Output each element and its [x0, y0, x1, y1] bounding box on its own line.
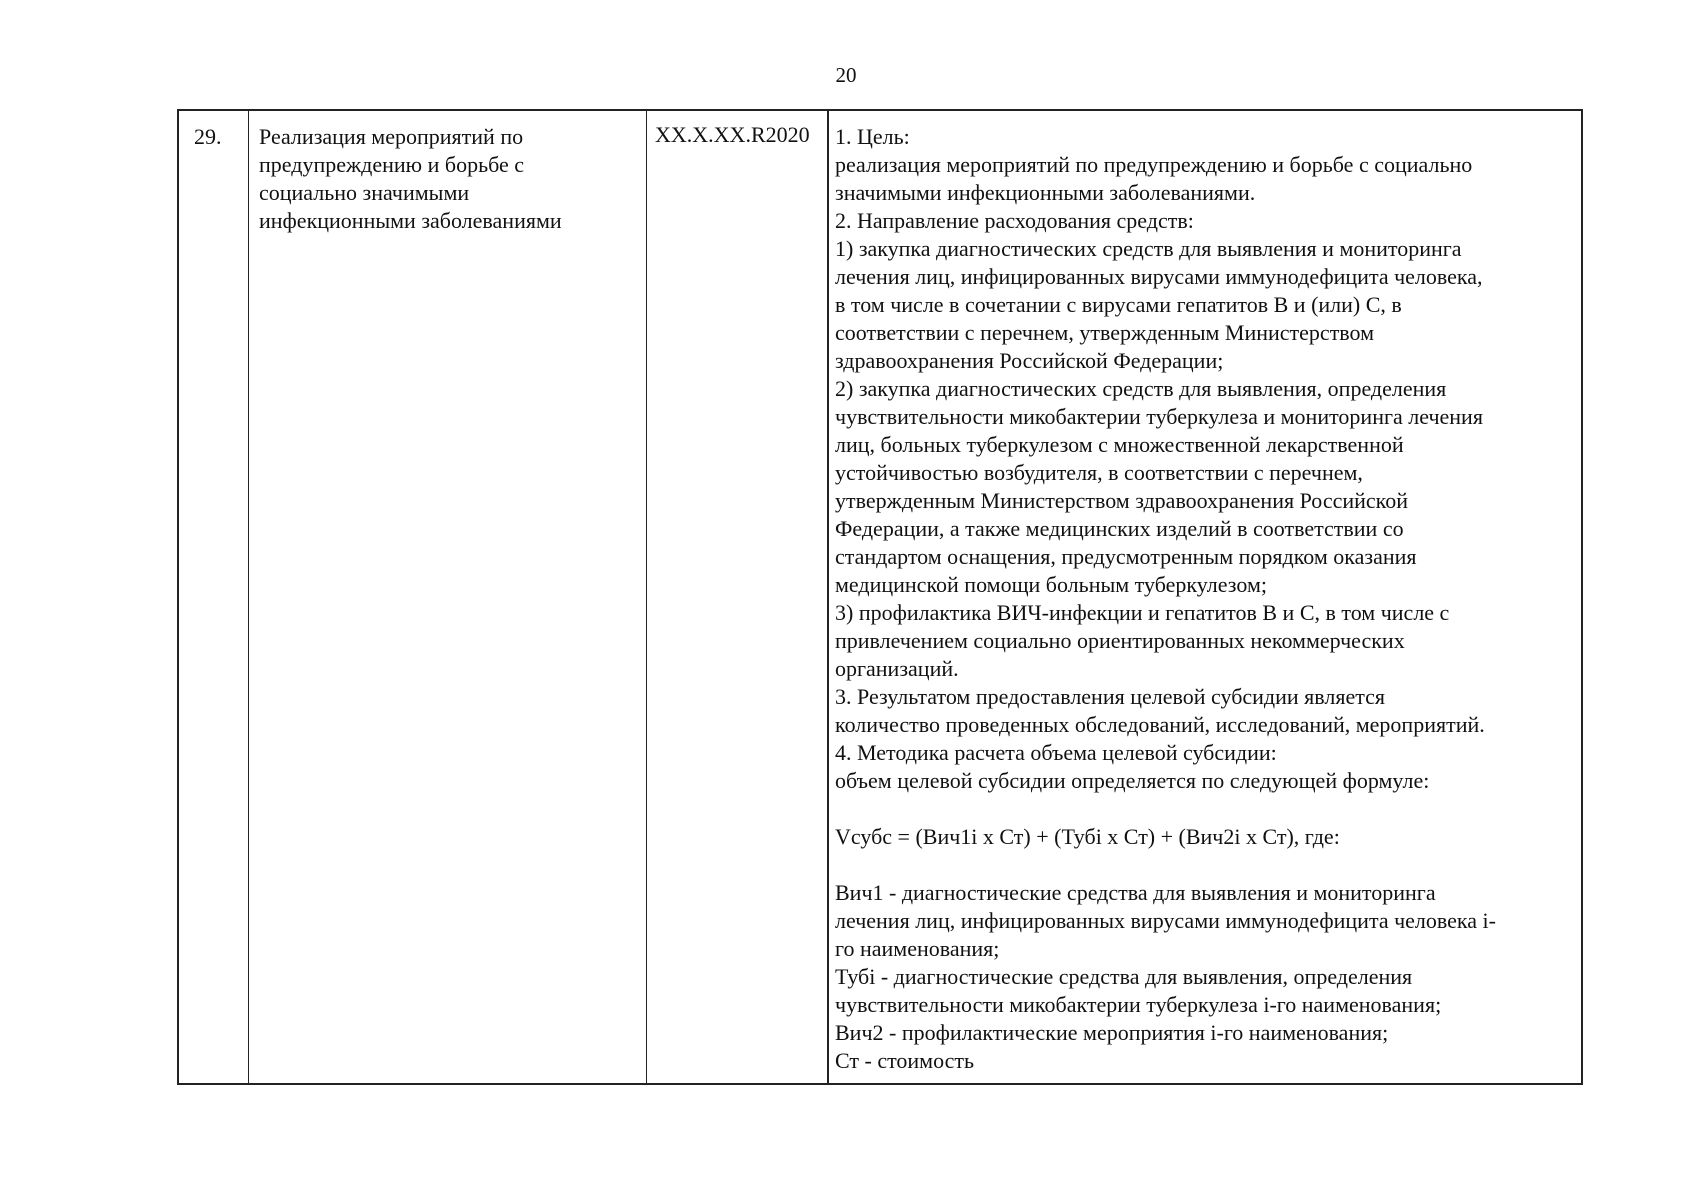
- text-line: количество проведенных обследований, исследований, мероприятий.: [835, 712, 1485, 737]
- subsidy-description-cell: [829, 111, 1581, 1083]
- text-line: стандартом оснащения, предусмотренным порядком оказания: [835, 544, 1417, 569]
- blank-line: [835, 795, 1496, 823]
- subsidy-code-cell: [647, 111, 829, 1083]
- text-line: инфекционными заболеваниями: [259, 208, 562, 233]
- text-line: медицинской помощи больным туберкулезом;: [835, 572, 1267, 597]
- text-line: Вич1 - диагностические средства для выявления и мониторинга: [835, 880, 1436, 905]
- text-line: соответствии с перечнем, утвержденным Министерством: [835, 320, 1375, 345]
- text-line: утвержденным Министерством здравоохранения Российской: [835, 488, 1409, 513]
- page-number: 20: [835, 63, 857, 87]
- text-line: реализация мероприятий по предупреждению и борьбе с социально: [835, 152, 1473, 177]
- subsidy-table: [177, 109, 1583, 1085]
- text-line: организаций.: [835, 656, 959, 681]
- subsidy-description: [835, 123, 1496, 1075]
- text-line: объем целевой субсидии определяется по следующей формуле:: [835, 768, 1430, 793]
- text-line: социально значимыми: [259, 180, 470, 205]
- text-line: 4. Методика расчета объема целевой субсидии:: [835, 740, 1277, 765]
- text-line: лиц, больных туберкулезом с множественной лекарственной: [835, 432, 1404, 457]
- text-line: 1) закупка диагностических средств для выявления и мониторинга: [835, 236, 1462, 261]
- subsidy-name-cell: [249, 111, 647, 1083]
- text-line: Тубi - диагностические средства для выявления, определения: [835, 964, 1413, 989]
- text-line: здравоохранения Российской Федерации;: [835, 348, 1224, 373]
- text-line: в том числе в сочетании с вирусами гепатитов В и (или) С, в: [835, 292, 1402, 317]
- text-line: лечения лиц, инфицированных вирусами иммунодефицита человека i-: [835, 908, 1496, 933]
- text-line: значимыми инфекционными заболеваниями.: [835, 180, 1256, 205]
- text-line: 2) закупка диагностических средств для выявления, определения: [835, 376, 1447, 401]
- text-line: 3. Результатом предоставления целевой субсидии является: [835, 684, 1386, 709]
- text-line: Вич2 - профилактические мероприятия i-го наименования;: [835, 1020, 1389, 1045]
- text-line: 3) профилактика ВИЧ-инфекции и гепатитов В и С, в том числе с: [835, 600, 1450, 625]
- text-line: предупреждению и борьбе с: [259, 152, 525, 177]
- text-line: чувствительности микобактерии туберкулеза i-го наименования;: [835, 992, 1442, 1017]
- text-line: 2. Направление расходования средств:: [835, 208, 1194, 233]
- blank-line: [835, 851, 1496, 879]
- text-line: привлечением социально ориентированных некоммерческих: [835, 628, 1405, 653]
- subsidy-code: XX.X.XX.R2020: [655, 122, 810, 147]
- text-line: устойчивостью возбудителя, в соответствии с перечнем,: [835, 460, 1363, 485]
- row-number-cell: [179, 111, 249, 1083]
- text-line: 1. Цель:: [835, 124, 910, 149]
- row-number: 29.: [194, 124, 222, 149]
- subsidy-name: [259, 123, 562, 235]
- text-line: Ст - стоимость: [835, 1048, 975, 1073]
- text-line: Реализация мероприятий по: [259, 124, 524, 149]
- text-line: го наименования;: [835, 936, 1000, 961]
- text-line: чувствительности микобактерии туберкулеза и мониторинга лечения: [835, 404, 1483, 429]
- text-line: Vсубс = (Вич1i x Ст) + (Тубi x Ст) + (Вич2i x Ст), где:: [835, 824, 1340, 849]
- text-line: Федерации, а также медицинских изделий в соответствии со: [835, 516, 1404, 541]
- text-line: лечения лиц, инфицированных вирусами иммунодефицита человека,: [835, 264, 1483, 289]
